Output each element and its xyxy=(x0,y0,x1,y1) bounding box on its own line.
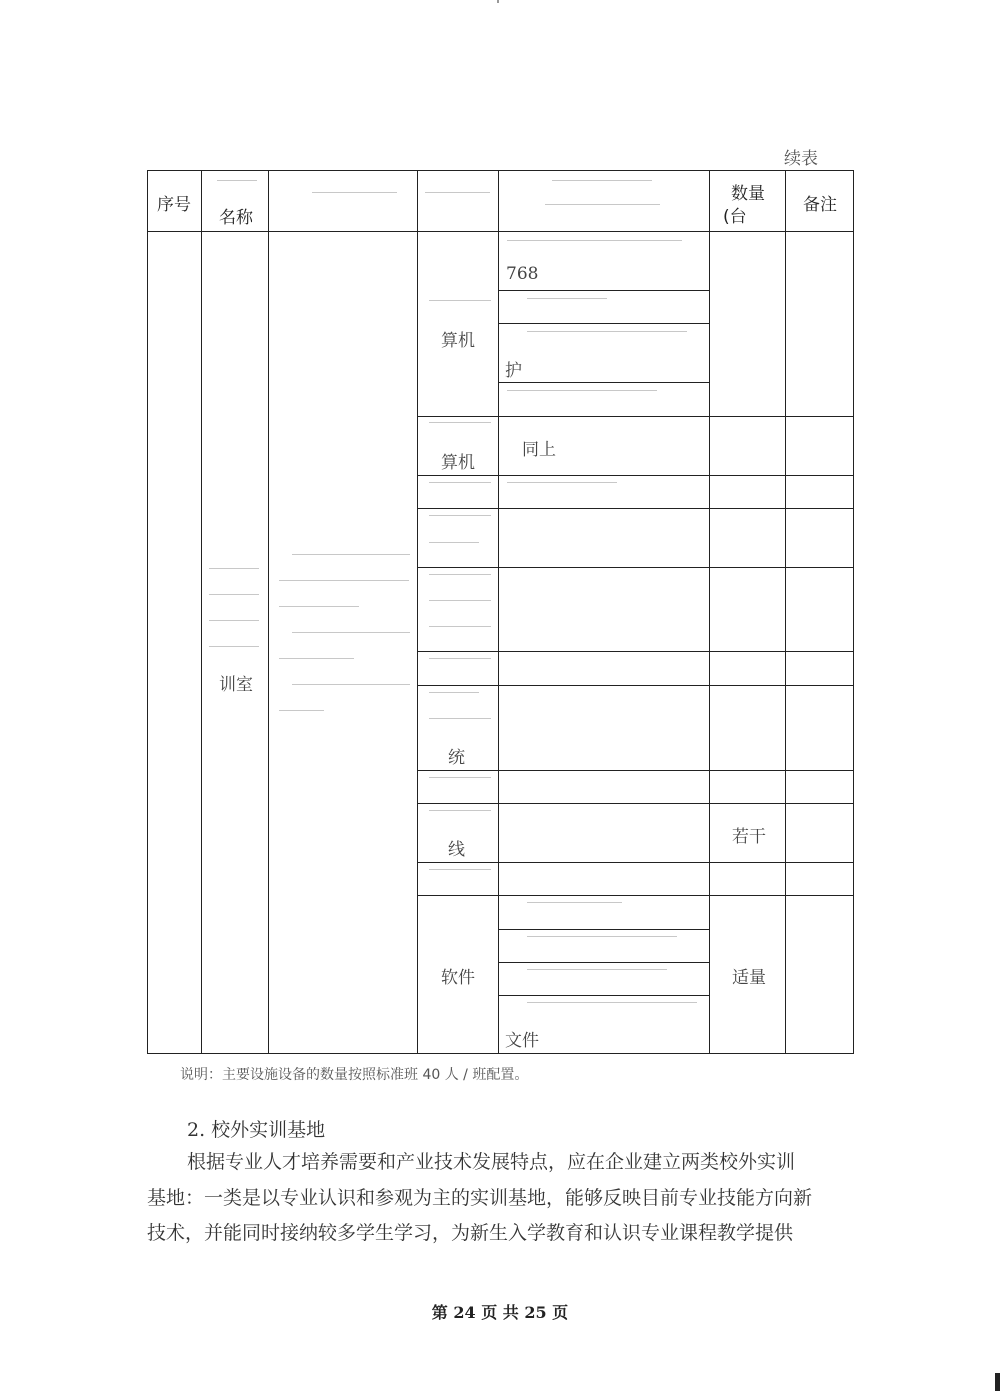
col-line-6 xyxy=(785,170,786,1054)
header-seq: 序号 xyxy=(157,195,191,215)
spec-wenjian: 文件 xyxy=(505,1031,539,1051)
faded-fragment xyxy=(527,969,667,970)
faded-fragment xyxy=(209,568,259,569)
quantity-ruogan: 若干 xyxy=(732,827,766,847)
table-border-right xyxy=(853,170,854,1054)
row-line-600 xyxy=(417,770,854,771)
spec-same-as-above: 同上 xyxy=(522,440,556,460)
col-line-3 xyxy=(417,170,418,1054)
table-border-top xyxy=(147,170,854,171)
faded-fragment xyxy=(209,594,259,595)
spec-line-120 xyxy=(498,290,709,291)
faded-fragment xyxy=(527,1002,697,1003)
row-line-305 xyxy=(417,475,854,476)
faded-fragment xyxy=(429,718,491,719)
spec-line-212 xyxy=(498,382,709,383)
paragraph-line-3: 技术，并能同时接纳较多学生学习，为新生入学教育和认识专业课程教学提供 xyxy=(147,1222,794,1244)
spec-line-825 xyxy=(498,995,709,996)
row-line-338 xyxy=(417,508,854,509)
col-line-4 xyxy=(498,170,499,1054)
top-crop-mark xyxy=(497,0,499,3)
faded-fragment xyxy=(279,606,359,607)
faded-fragment xyxy=(279,580,409,581)
equipment-tong: 统 xyxy=(448,748,465,768)
faded-fragment xyxy=(429,515,491,516)
col-line-5 xyxy=(709,170,710,1054)
spec-hu: 护 xyxy=(505,361,522,381)
spec-line-792 xyxy=(498,962,709,963)
row-line-246 xyxy=(417,416,854,417)
faded-header-fragment xyxy=(552,180,652,181)
spec-line-759 xyxy=(498,929,709,930)
faded-header-fragment xyxy=(217,180,257,181)
spec-768: 768 xyxy=(506,264,539,284)
faded-fragment xyxy=(429,482,491,483)
faded-fragment xyxy=(429,869,491,870)
row-line-692 xyxy=(417,862,854,863)
row-line-481 xyxy=(417,651,854,652)
table-note: 说明：主要设施设备的数量按照标准班 40 人 / 班配置。 xyxy=(180,1067,529,1083)
quantity-shiliang: 适量 xyxy=(732,968,766,988)
table-border-bottom xyxy=(147,1053,854,1054)
equipment-computer-1: 算机 xyxy=(441,331,475,351)
section-heading: 2. 校外实训基地 xyxy=(187,1119,326,1141)
row-line-397 xyxy=(417,567,854,568)
faded-fragment xyxy=(507,390,657,391)
faded-fragment xyxy=(429,626,491,627)
faded-fragment xyxy=(429,600,491,601)
header-name: 名称 xyxy=(219,208,253,228)
faded-fragment xyxy=(527,331,687,332)
faded-fragment xyxy=(507,240,682,241)
header-remark: 备注 xyxy=(803,195,837,215)
row-line-725 xyxy=(417,895,854,896)
row-line-515 xyxy=(417,685,854,686)
faded-fragment xyxy=(429,542,479,543)
paragraph-line-1: 根据专业人才培养需要和产业技术发展特点，应在企业建立两类校外实训 xyxy=(187,1151,796,1173)
page-footer: 第 24 页 共 25 页 xyxy=(431,1303,569,1322)
paragraph-line-2: 基地：一类是以专业认识和参观为主的实训基地，能够反映目前专业技能方向新 xyxy=(147,1187,813,1209)
equipment-computer-2: 算机 xyxy=(441,453,475,473)
faded-header-fragment xyxy=(425,192,490,193)
faded-fragment xyxy=(429,574,491,575)
faded-fragment xyxy=(527,298,607,299)
faded-header-fragment xyxy=(545,204,660,205)
faded-header-fragment xyxy=(312,192,397,193)
faded-fragment xyxy=(209,620,259,621)
faded-fragment xyxy=(429,422,491,423)
equipment-xian: 线 xyxy=(448,840,465,860)
faded-fragment xyxy=(429,777,491,778)
col-line-2 xyxy=(268,170,269,1054)
edge-crop-mark xyxy=(995,1373,1000,1391)
header-quantity-line1: 数量 xyxy=(731,184,765,204)
room-name: 训室 xyxy=(219,675,253,695)
faded-fragment xyxy=(429,810,491,811)
faded-fragment xyxy=(292,554,410,555)
col-line-1 xyxy=(201,170,202,1054)
equipment-software: 软件 xyxy=(441,968,475,988)
table-border-left xyxy=(147,170,148,1054)
faded-fragment xyxy=(279,658,354,659)
row-line-633 xyxy=(417,803,854,804)
faded-fragment xyxy=(527,902,622,903)
header-bottom-line xyxy=(147,231,854,232)
faded-fragment xyxy=(429,692,479,693)
header-quantity-line2: (台 xyxy=(723,207,747,227)
spec-line-153 xyxy=(498,323,709,324)
faded-fragment xyxy=(292,684,410,685)
continuation-label: 续表 xyxy=(784,149,818,169)
equipment-table xyxy=(147,170,854,1054)
faded-fragment xyxy=(279,710,324,711)
faded-fragment xyxy=(527,936,677,937)
faded-fragment xyxy=(209,646,259,647)
faded-fragment xyxy=(429,300,491,301)
faded-fragment xyxy=(429,658,491,659)
faded-fragment xyxy=(292,632,410,633)
faded-fragment xyxy=(507,482,617,483)
